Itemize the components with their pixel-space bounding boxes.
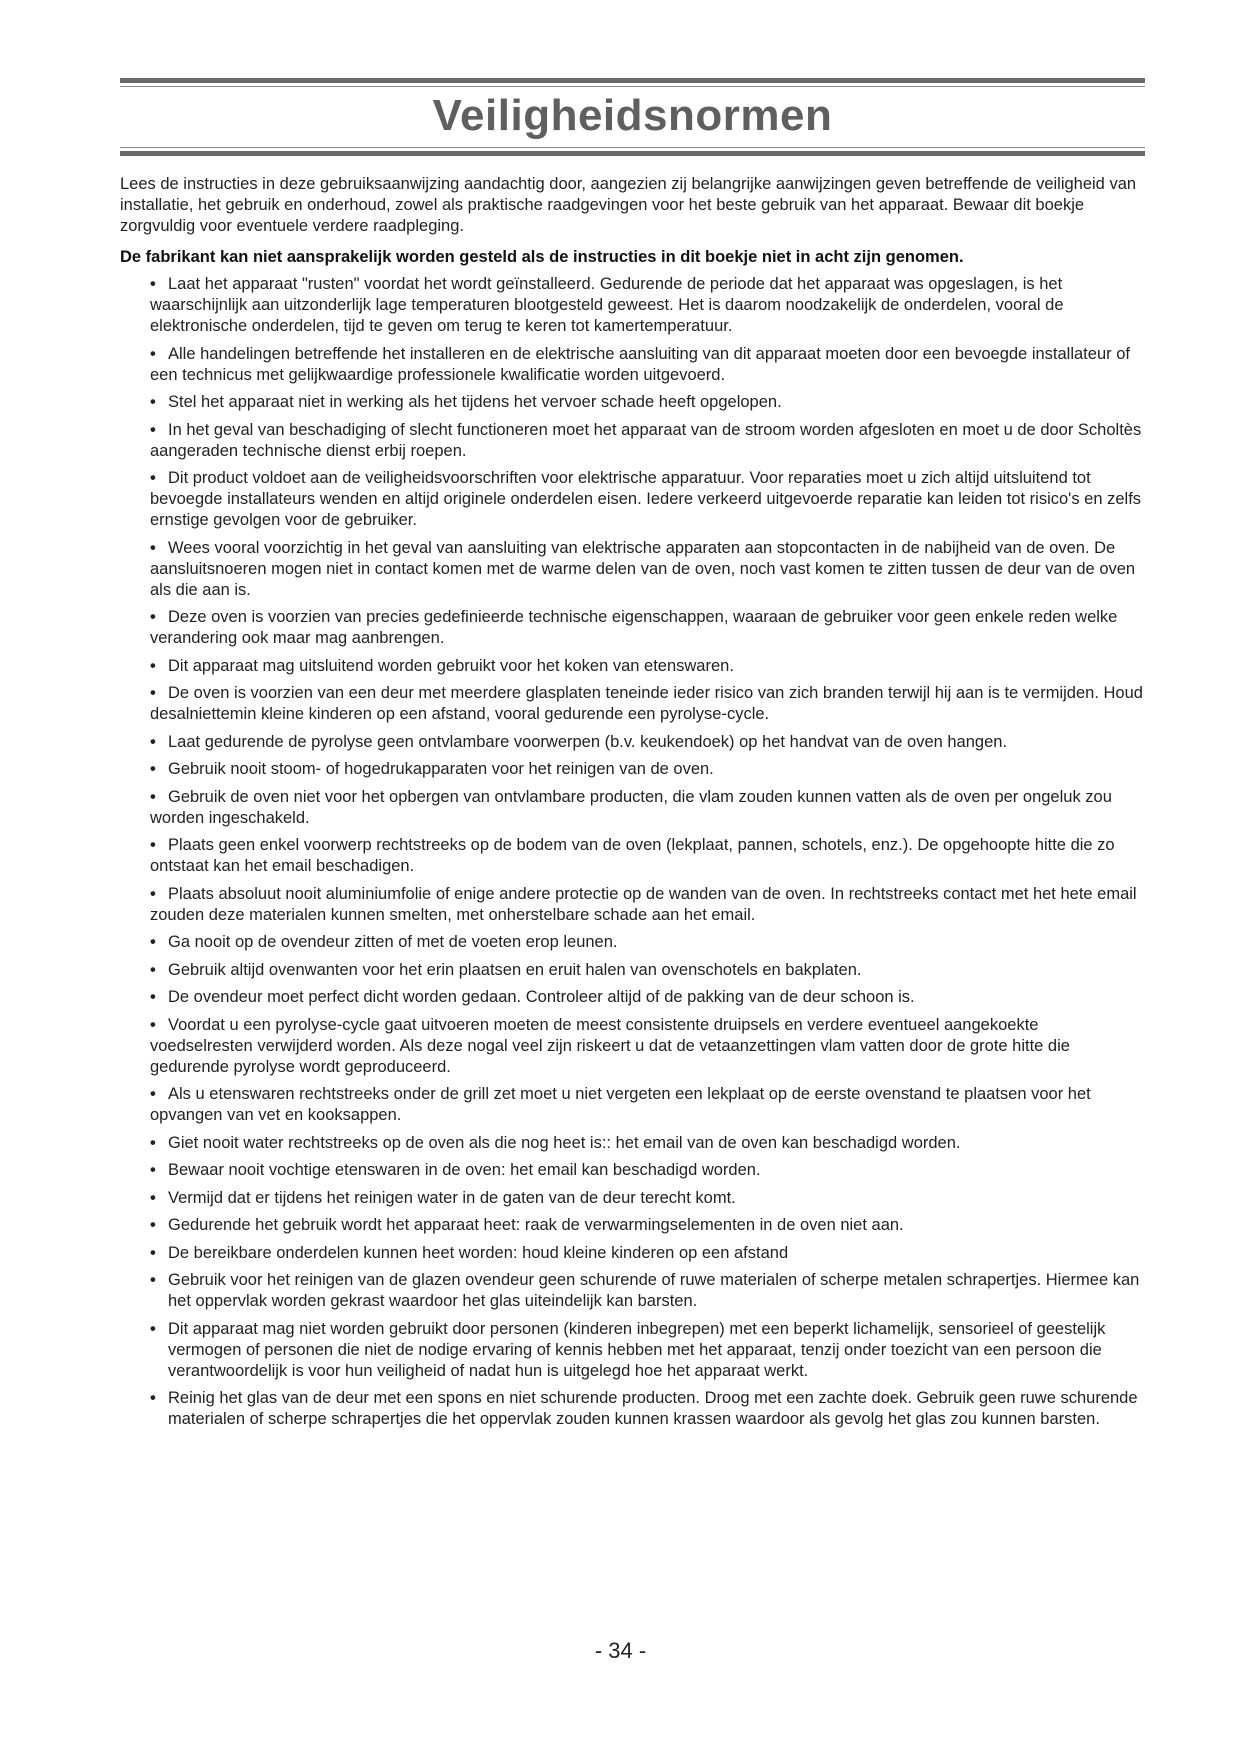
list-item xyxy=(150,274,1145,337)
list-item-text: Gebruik nooit stoom- of hogedrukapparaten voor het reinigen van de oven. xyxy=(168,760,714,778)
bullet-icon: • xyxy=(150,933,156,951)
bullet-icon: • xyxy=(150,1216,156,1234)
list-item-text: Dit apparaat mag uitsluitend worden gebruikt voor het koken van etenswaren. xyxy=(168,656,734,675)
bullet-icon: • xyxy=(150,420,156,439)
bullet-icon: • xyxy=(150,836,156,854)
bullet-icon: • xyxy=(150,1389,156,1407)
list-item xyxy=(150,835,1145,877)
list-item-text: Deze oven is voorzien van precies gedefinieerde technische eigenschappen, waaraan de gebruiker voor geen enkele reden welke verandering ook maar mag aanbrengen. xyxy=(150,608,1118,647)
bullet-icon: • xyxy=(150,393,156,411)
bullet-icon: • xyxy=(150,732,156,751)
list-item-text: Gebruik voor het reinigen van de glazen ovendeur geen schurende of ruwe materialen of scherpe metalen schrapertjes. Hiermee kan het oppervlak worden gekrast waardoor het glas uiteindelijk kan barsten. xyxy=(168,1271,1140,1310)
bullet-icon: • xyxy=(150,1085,156,1103)
document-page xyxy=(120,78,1145,1437)
list-item-text: Giet nooit water rechtstreeks op de oven als die nog heet is:: het email van de oven kan beschadigd worden. xyxy=(168,1133,961,1152)
page-number: - 34 - xyxy=(594,1638,647,1663)
bullet-icon: • xyxy=(150,760,156,778)
list-item xyxy=(150,683,1145,725)
title-block xyxy=(120,78,1145,156)
bullet-icon: • xyxy=(150,1133,156,1152)
list-item xyxy=(150,732,1145,753)
list-item-text: Ga nooit op de ovendeur zitten of met de voeten erop leunen. xyxy=(168,933,618,951)
list-item-text: Plaats absoluut nooit aluminiumfolie of enige andere protectie op de wanden van de oven. In rechtstreeks contact met het hete email zouden deze materialen kunnen smelten, met onherstelbare schade aan het email. xyxy=(150,884,1137,924)
list-item xyxy=(150,656,1145,677)
list-item xyxy=(150,787,1145,829)
title-rule-bottom-thin xyxy=(120,147,1145,148)
list-item-text: In het geval van beschadiging of slecht functioneren moet het apparaat van de stroom worden afgesloten en moet u de door Scholtès aangeraden technische dienst erbij roepen. xyxy=(150,420,1142,460)
list-item xyxy=(150,1388,1145,1430)
bullet-icon: • xyxy=(150,684,156,702)
bullet-icon: • xyxy=(150,960,156,979)
title-rule-bottom-thick xyxy=(120,151,1145,156)
page-title: Veiligheidsnormen xyxy=(432,91,833,140)
list-item-text: De ovendeur moet perfect dicht worden gedaan. Controleer altijd of de pakking van de deur schoon is. xyxy=(168,988,915,1006)
list-item-text: Bewaar nooit vochtige etenswaren in de oven: het email kan beschadigd worden. xyxy=(168,1161,761,1179)
bullet-icon: • xyxy=(150,275,156,293)
list-item xyxy=(150,538,1145,601)
bullet-icon: • xyxy=(150,608,156,626)
bullet-icon: • xyxy=(150,1319,156,1338)
bullet-icon: • xyxy=(150,1188,156,1207)
bullet-icon: • xyxy=(150,656,156,675)
list-item-text: Alle handelingen betreffende het installeren en de elektrische aansluiting van dit apparaat moeten door een bevoegde installateur of een technicus met gelijkwaardige professionele kwalificatie worden uitgevoerd. xyxy=(150,344,1130,384)
list-item xyxy=(150,1160,1145,1181)
liability-warning: De fabrikant kan niet aansprakelijk worden gesteld als de instructies in dit boekje niet in acht zijn genomen. xyxy=(120,248,964,266)
list-item xyxy=(150,468,1145,531)
bullet-icon: • xyxy=(150,538,156,557)
list-item-text: Plaats geen enkel voorwerp rechtstreeks op de bodem van de oven (lekplaat, pannen, schotels, enz.). De opgehoopte hitte die zo ontstaat kan het email beschadigen. xyxy=(150,836,1115,875)
list-item-text: Laat gedurende de pyrolyse geen ontvlambare voorwerpen (b.v. keukendoek) op het handvat van de oven hangen. xyxy=(168,732,1008,751)
list-item-text: Reinig het glas van de deur met een spons en niet schurende producten. Droog met een zachte doek. Gebruik geen ruwe schurende materialen of scherpe schrapertjes die het oppervlak zouden kunnen krassen waardoor als gevolg het glas zou kunnen barsten. xyxy=(168,1389,1138,1428)
list-item xyxy=(150,1084,1145,1126)
bullet-icon: • xyxy=(150,1161,156,1179)
list-item-text: Wees vooral voorzichtig in het geval van aansluiting van elektrische apparaten aan stopcontacten in de nabijheid van de oven. De aansluitsnoeren mogen niet in contact komen met de warme delen van de oven, noch vast komen te zitten tussen de deur van de oven als die aan is. xyxy=(150,538,1136,599)
list-item-text: Laat het apparaat "rusten" voordat het wordt geïnstalleerd. Gedurende de periode dat het apparaat was opgeslagen, is het waarschijnlijk aan uitzonderlijk lage temperaturen blootgesteld geweest. Het is daarom noodzakelijk de onderdelen, vooral de elektronische onderdelen, tijd te geven om terug te keren tot kamertemperatuur. xyxy=(150,275,1064,335)
title-rule-top-thick xyxy=(120,78,1145,83)
list-item xyxy=(150,1133,1145,1154)
list-item-text: Als u etenswaren rechtstreeks onder de grill zet moet u niet vergeten een lekplaat op de eerste ovenstand te plaatsen voor het opvangen van vet en kooksappen. xyxy=(150,1085,1091,1124)
list-item-text: De bereikbare onderdelen kunnen heet worden: houd kleine kinderen op een afstand xyxy=(168,1243,789,1262)
list-item-text: Gebruik de oven niet voor het opbergen van ontvlambare producten, die vlam zouden kunnen vatten als de oven per ongeluk zou worden ingeschakeld. xyxy=(150,787,1112,827)
list-item xyxy=(150,1243,1145,1264)
bullet-icon: • xyxy=(150,1243,156,1262)
list-item xyxy=(150,1319,1145,1382)
title-rule-top-thin xyxy=(120,86,1145,87)
list-item-text: Voordat u een pyrolyse-cycle gaat uitvoeren moeten de meest consistente druipsels en verdere eventueel aangekoekte voedselresten verwijderd worden. Als deze nogal veel zijn riskeert u dat de vetaanzettingen vlam vatten door de grote hitte die gedurende pyrolyse wordt geproduceerd. xyxy=(150,1015,1070,1076)
safety-list xyxy=(120,274,1145,1430)
bullet-icon: • xyxy=(150,344,156,363)
list-item-text: De oven is voorzien van een deur met meerdere glasplaten teneinde ieder risico van zich branden terwijl hij aan is te vermijden. Houd desalniettemin kleine kinderen op een afstand, vooral gedurende een pyrolyse-cycle. xyxy=(150,684,1143,723)
list-item xyxy=(150,1015,1145,1078)
list-item-text: Gedurende het gebruik wordt het apparaat heet: raak de verwarmingselementen in de oven niet aan. xyxy=(168,1216,904,1234)
list-item xyxy=(150,392,1145,413)
list-item-text: Dit product voldoet aan de veiligheidsvoorschriften voor elektrische apparatuur. Voor reparaties moet u zich altijd uitsluitend tot bevoegde installateurs wenden en altijd originele onderdelen eisen. Iedere verkeerd uitgevoerde reparatie kan leiden tot risico's en zelfs ernstige gevolgen voor de gebruiker. xyxy=(150,469,1142,529)
list-item xyxy=(150,607,1145,649)
bullet-icon: • xyxy=(150,469,156,487)
list-item-text: Stel het apparaat niet in werking als het tijdens het vervoer schade heeft opgelopen. xyxy=(168,393,782,411)
list-item xyxy=(150,420,1145,462)
list-item xyxy=(150,987,1145,1008)
intro-paragraph: Lees de instructies in deze gebruiksaanwijzing aandachtig door, aangezien zij belangrijke aanwijzingen geven betreffende de veiligheid van installatie, het gebruik en onderhoud, zowel als praktische raadgevingen voor het beste gebruik van het apparaat. Bewaar dit boekje zorgvuldig voor eventuele verdere raadpleging. xyxy=(120,175,1137,235)
bullet-icon: • xyxy=(150,988,156,1006)
list-item-text: Vermijd dat er tijdens het reinigen water in de gaten van de deur terecht komt. xyxy=(168,1188,736,1207)
list-item xyxy=(150,884,1145,926)
list-item xyxy=(150,1270,1145,1312)
list-item xyxy=(150,1215,1145,1236)
bullet-icon: • xyxy=(150,1015,156,1034)
bullet-icon: • xyxy=(150,787,156,806)
list-item-text: Dit apparaat mag niet worden gebruikt door personen (kinderen inbegrepen) met een beperkt lichamelijk, sensorieel of geestelijk vermogen of personen die niet de nodige ervaring of kennis hebben met het apparaat, tenzij onder toezicht van een persoon die verantwoordelijk is voor hun veiligheid of nadat hun is uitgelegd hoe het apparaat werkt. xyxy=(168,1319,1106,1380)
list-item-text: Gebruik altijd ovenwanten voor het erin plaatsen en eruit halen van ovenschotels en bakplaten. xyxy=(168,960,862,979)
list-item xyxy=(150,759,1145,780)
bullet-icon: • xyxy=(150,884,156,903)
list-item xyxy=(150,1188,1145,1209)
list-item xyxy=(150,960,1145,981)
list-item xyxy=(150,344,1145,386)
list-item xyxy=(150,932,1145,953)
bullet-icon: • xyxy=(150,1271,156,1289)
